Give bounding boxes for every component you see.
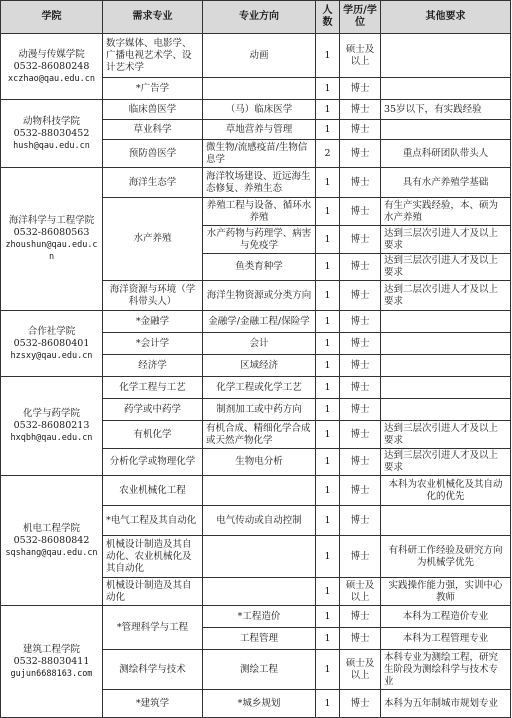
major-cell: 预防兽医学 [103,140,203,168]
header-major: 需求专业 [103,1,203,34]
direction-cell: 制剂加工或中药方向 [203,399,316,421]
degree-cell: 博士 [340,311,381,333]
college-phone: 0532-88030411 [13,655,90,667]
degree-cell: 博士 [340,449,381,476]
other-cell: 达到三层次引进人才及以上要求 [381,226,511,254]
other-cell: 本科专业为测绘工程，研究生阶段为测绘科学与技术专业 [381,650,511,690]
major-cell: 草业科学 [103,120,203,140]
degree-cell: 博士 [340,690,381,718]
major-cell: 海洋资源与环境（学科带头人） [103,281,203,311]
college-email: zhoushun@qau.edu.cn [5,240,98,262]
other-cell: 重点科研团队带头人 [381,140,511,168]
college-name: 动漫与传媒学院 [18,48,85,60]
direction-cell: 海洋生物资源或分类方向 [203,281,316,311]
major-cell: 机械设计制造及其自动化 [103,578,203,606]
major-cell: *广告学 [103,78,203,100]
header-direction: 专业方向 [203,1,316,34]
table-row [1,100,511,120]
table-row [1,377,511,399]
count-cell: 1 [316,34,340,78]
major-cell: *会计学 [103,333,203,355]
count-cell: 1 [316,355,340,377]
direction-cell: *城乡规划 [203,690,316,718]
degree-cell: 博士 [340,281,381,311]
direction-cell: 金融学/金融工程/保险学 [203,311,316,333]
direction-cell: 有机合成、精细化学合成或天然产物化学 [203,421,316,449]
direction-cell: 鱼类育种学 [203,254,316,281]
count-cell: 2 [316,140,340,168]
college-name: 机电工程学院 [22,522,80,534]
header-other: 其他要求 [381,1,511,34]
count-cell: 1 [316,281,340,311]
degree-cell: 博士 [340,506,381,536]
other-cell: 达到三层次引进人才及以上要求 [381,254,511,281]
header-degree: 学历/学位 [340,1,381,34]
college-phone: 0532-88030452 [13,127,90,139]
direction-cell: 会计 [203,333,316,355]
college-email: xczhao@qau.edu.cn [8,73,95,84]
other-cell [381,399,511,421]
degree-cell: 硕士及以上 [340,34,381,78]
other-cell: 本科为农业机械化及其自动化的优先 [381,476,511,506]
count-cell: 1 [316,506,340,536]
major-cell: 经济学 [103,355,203,377]
count-cell: 1 [316,650,340,690]
count-cell: 1 [316,628,340,650]
count-cell: 1 [316,578,340,606]
major-cell: *建筑学 [103,690,203,718]
direction-cell: 区域经济 [203,355,316,377]
college-phone: 0532-86080248 [13,60,90,72]
other-cell: 本科为工程造价专业 [381,606,511,628]
major-cell: 机械设计制造及其自动化、农业机械化及其自动化 [103,536,203,578]
degree-cell: 博士 [340,226,381,254]
direction-cell [203,78,316,100]
direction-cell: *工程造价 [203,606,316,628]
direction-cell [203,476,316,506]
other-cell: 达到三层次引进人才及以上要求 [381,421,511,449]
direction-cell: 草地营养与管理 [203,120,316,140]
other-cell [381,333,511,355]
header-college: 学院 [1,1,103,34]
college-name: 海洋科学与工程学院 [8,215,95,226]
degree-cell: 博士 [340,140,381,168]
count-cell: 1 [316,606,340,628]
degree-cell: 博士 [340,476,381,506]
college-cell [1,377,103,476]
degree-cell: 博士 [340,399,381,421]
major-cell: *电气工程及其自动化 [103,506,203,536]
table-row [1,476,511,506]
college-email: hush@qau.edu.cn [13,140,90,151]
degree-cell: 博士 [340,421,381,449]
direction-cell: 海洋牧场建设、近远海生态修复、养殖生态 [203,168,316,198]
major-cell: 药学或中药学 [103,399,203,421]
count-cell: 1 [316,449,340,476]
college-email: hzsxy@qau.edu.cn [10,350,93,361]
other-cell [381,377,511,399]
college-email: sqshang@qau.edu.cn [5,547,98,558]
other-cell [381,78,511,100]
direction-cell: 微生物/流感疫苗/生物信息学 [203,140,316,168]
degree-cell: 博士 [340,606,381,628]
count-cell: 1 [316,226,340,254]
count-cell: 1 [316,399,340,421]
other-cell [381,311,511,333]
direction-cell: （马）临床医学 [203,100,316,120]
direction-cell: 养殖工程与设备、循环水养殖 [203,198,316,226]
other-cell: 有生产实践经验，本、硕为水产养殖 [381,198,511,226]
direction-cell: 化学工程或化学工艺 [203,377,316,399]
other-cell: 达到三层次引进人才及以上要求 [381,449,511,476]
college-name: 化学与药学院 [22,408,80,419]
other-cell: 本科为工程管理专业 [381,628,511,650]
major-cell: 数字媒体、电影学、广播电视艺术学、设计艺术学 [103,34,203,78]
degree-cell: 博士 [340,78,381,100]
other-cell: 实践操作能力强，实训中心教师 [381,578,511,606]
count-cell: 1 [316,78,340,100]
degree-cell: 博士 [340,628,381,650]
college-email: gujun6688163.com [10,668,93,679]
major-cell: *管理科学与工程 [103,606,203,650]
college-cell [1,606,103,718]
table-row [1,168,511,198]
other-cell: 35岁以下，有实践经验 [381,100,511,120]
major-cell: 分析化学或物理化学 [103,449,203,476]
count-cell: 1 [316,311,340,333]
count-cell: 1 [316,198,340,226]
table-row [1,311,511,333]
direction-cell: 动画 [203,34,316,78]
count-cell: 1 [316,377,340,399]
degree-cell: 博士 [340,100,381,120]
major-cell: 测绘科学与技术 [103,650,203,690]
college-cell [1,34,103,100]
other-cell: 有科研工作经验及研究方向为机械学优先 [381,536,511,578]
college-cell [1,311,103,377]
degree-cell: 博士 [340,333,381,355]
table-row [1,34,511,78]
college-cell [1,168,103,311]
count-cell: 1 [316,254,340,281]
other-cell: 具有水产养殖学基础 [381,168,511,198]
table-row [1,606,511,628]
college-email: hxqbh@qau.edu.cn [10,433,93,443]
college-name: 建筑工程学院 [22,643,80,655]
header-count: 人数 [316,1,340,34]
direction-cell: 生物电分析 [203,449,316,476]
other-cell [381,506,511,536]
table-header-row [1,1,511,34]
degree-cell: 博士 [340,254,381,281]
college-cell [1,476,103,606]
direction-cell: 工程管理 [203,628,316,650]
degree-cell: 硕士及以上 [340,650,381,690]
major-cell: 水产养殖 [103,198,203,281]
count-cell: 1 [316,476,340,506]
degree-cell: 博士 [340,377,381,399]
direction-cell: 测绘工程 [203,650,316,690]
count-cell: 1 [316,536,340,578]
other-cell: 达到二层次引进人才及以上要求 [381,281,511,311]
college-phone: 0532-86080842 [13,534,90,546]
college-phone: 0532-86080401 [13,337,90,349]
degree-cell: 博士 [340,168,381,198]
direction-cell: 电气传动或自动控制 [203,506,316,536]
degree-cell: 博士 [340,536,381,578]
degree-cell: 博士 [340,198,381,226]
count-cell: 1 [316,168,340,198]
count-cell: 1 [316,690,340,718]
direction-cell [203,578,316,606]
major-cell: *金融学 [103,311,203,333]
college-cell [1,100,103,168]
other-cell: 本科为五年制城市规划专业 [381,690,511,718]
count-cell: 1 [316,120,340,140]
other-cell [381,34,511,78]
count-cell: 1 [316,333,340,355]
college-phone: 0532-86080563 [13,227,90,238]
major-cell: 海洋生态学 [103,168,203,198]
major-cell: 农业机械化工程 [103,476,203,506]
count-cell: 1 [316,421,340,449]
college-name: 合作社学院 [27,325,76,337]
college-name: 动物科技学院 [22,115,80,127]
major-cell: 有机化学 [103,421,203,449]
count-cell: 1 [316,100,340,120]
major-cell: 化学工程与工艺 [103,377,203,399]
direction-cell [203,536,316,578]
other-cell [381,120,511,140]
degree-cell: 博士 [340,120,381,140]
major-cell: 临床兽医学 [103,100,203,120]
degree-cell: 硕士及以上 [340,578,381,606]
other-cell [381,355,511,377]
college-phone: 0532-86080213 [13,420,90,431]
direction-cell: 水产药物与药理学、病害与免疫学 [203,226,316,254]
degree-cell: 博士 [340,355,381,377]
